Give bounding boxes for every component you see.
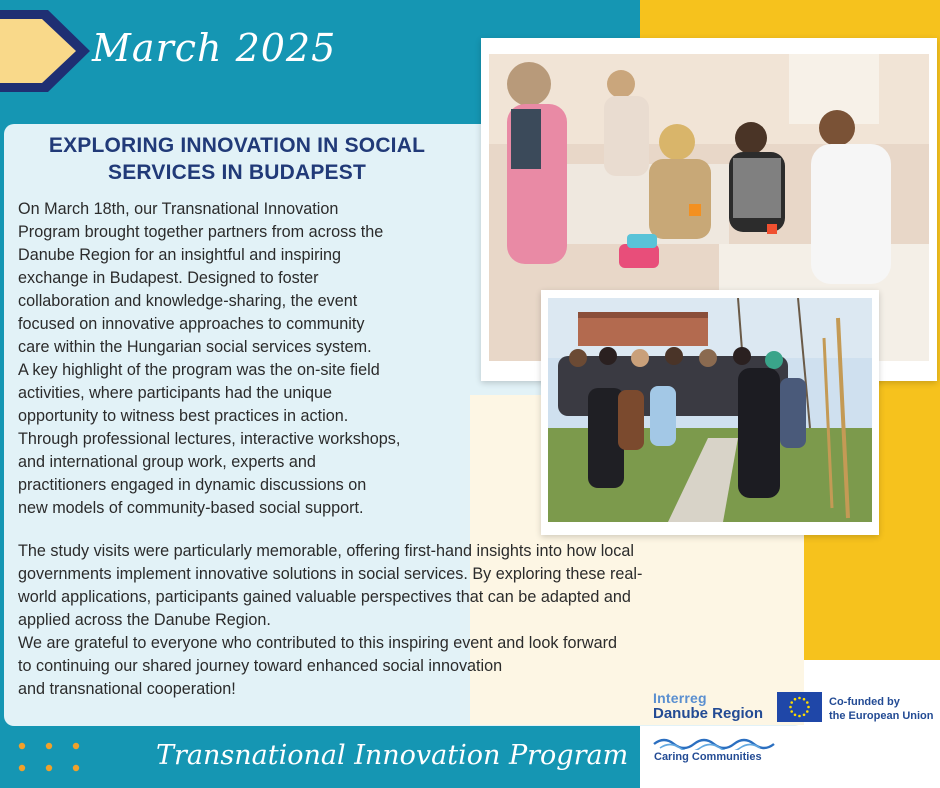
eu-flag-icon [777, 692, 822, 722]
caring-communities-label: Caring Communities [654, 751, 762, 763]
interreg-logo-line: Danube Region [653, 705, 764, 722]
text-line: applied across the Danube Region. [18, 611, 271, 629]
program-name: Transnational Innovation Program [156, 740, 629, 771]
eu-cofunded-label [829, 695, 934, 723]
text-line: We are grateful to everyone who contributed to this inspiring event and look forward [18, 634, 617, 652]
text-line: Danube Region for an insightful and inspiring [18, 246, 342, 264]
text-line: activities, where participants had the unique [18, 384, 333, 402]
text-line: to continuing our shared journey toward enhanced social innovation [18, 657, 503, 675]
article-title [14, 132, 460, 186]
group-visit-photo-image [548, 298, 872, 522]
title-line: SERVICES IN BUDAPEST [108, 161, 366, 184]
group-visit-photo [541, 290, 879, 535]
decorative-dots-icon [14, 738, 84, 778]
interreg-logo [653, 690, 763, 722]
text-line: governments implement innovative solutions in social services. By exploring these real- [18, 565, 643, 583]
text-line: A key highlight of the program was the on-site field [18, 361, 380, 379]
article-paragraph-1 [18, 198, 476, 520]
text-line: and international group work, experts and [18, 453, 316, 471]
text-line: and transnational cooperation! [18, 680, 236, 698]
text-line: care within the Hungarian social services system. [18, 338, 372, 356]
text-line: exchange in Budapest. Designed to foster [18, 269, 319, 287]
text-line: Through professional lectures, interactive workshops, [18, 430, 401, 448]
text-line: collaboration and knowledge-sharing, the event [18, 292, 358, 310]
text-line: The study visits were particularly memorable, offering first-hand insights into how local [18, 542, 634, 560]
text-line: Program brought together partners from across the [18, 223, 384, 241]
arrow-badge-icon [0, 10, 90, 92]
issue-date: March 2025 [92, 26, 337, 70]
text-line: On March 18th, our Transnational Innovation [18, 200, 339, 218]
text-line: practitioners engaged in dynamic discussions on [18, 476, 367, 494]
text-line: focused on innovative approaches to community [18, 315, 365, 333]
cofunded-line: Co-funded by [829, 696, 900, 708]
article-paragraph-2 [18, 540, 788, 701]
text-line: world applications, participants gained valuable perspectives that can be adapted and [18, 588, 631, 606]
text-line: new models of community-based social support. [18, 499, 364, 517]
title-line: EXPLORING INNOVATION IN SOCIAL [48, 134, 426, 157]
interreg-logo-line: Interreg [653, 690, 707, 706]
danube-wave-icon [652, 734, 782, 750]
cofunded-line: the European Union [829, 710, 934, 722]
text-line: opportunity to witness best practices in action. [18, 407, 349, 425]
